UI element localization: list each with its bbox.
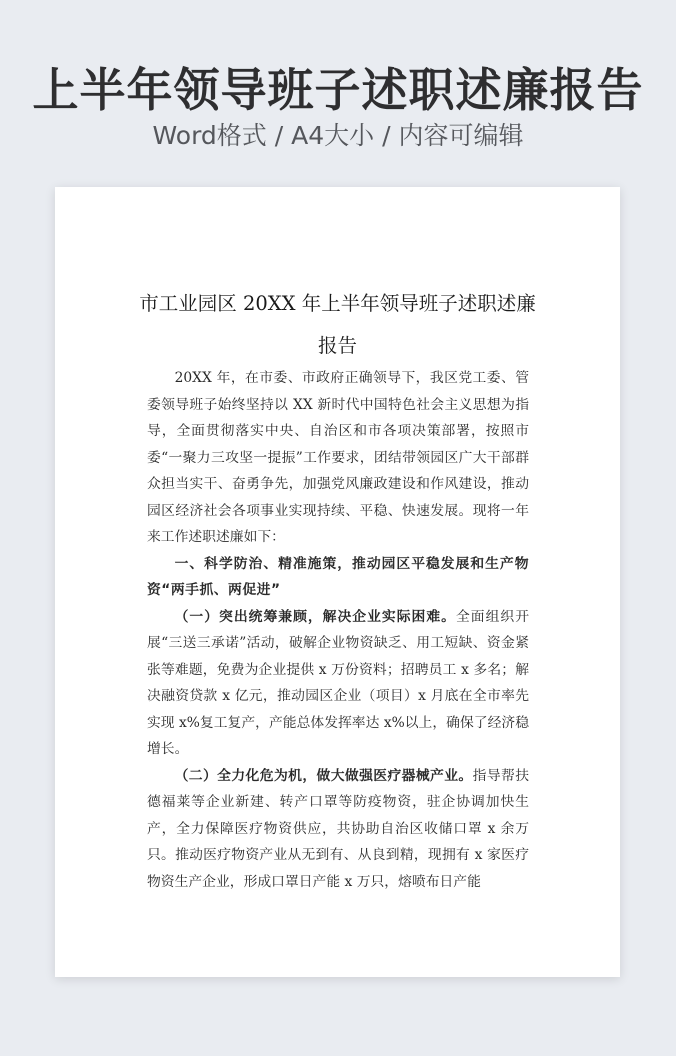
paragraph-2 (147, 763, 529, 896)
document-title: 市工业园区 20XX 年上半年领导班子述职述廉报告 (139, 292, 536, 357)
section-heading: 一、科学防治、精准施策，推动园区平稳发展和生产物资“两手抓、两促进” (147, 555, 529, 598)
banner-title: 上半年领导班子述职述廉报告 (32, 63, 644, 117)
paragraph-1-body: 全面组织开展“三送三承诺”活动，破解企业物资缺乏、用工短缺、资金紧张等难题，免费为企业提供 x 万份资料；招聘员工 x 多名；解决融资贷款 x 亿元，推动园区企业（项目）x 月底在全市率先实现 x%复工复产，产能总体发挥率达 x%以上，确保了经济稳增长。 (147, 608, 530, 757)
document-page (55, 187, 620, 977)
paragraph-2-body: 指导帮扶德福莱等企业新建、转产口罩等防疫物资，驻企协调加快生产，全力保障医疗物资供应，共协助自治区收储口罩 x 余万只。推动医疗物资产业从无到有、从良到精，现拥有 x 家医疗物资生产企业，形成口罩日产能 x 万只，熔喷布日产能 (147, 767, 530, 890)
paragraph-1-lead: （一）突出统筹兼顾，解决企业实际困难。 (174, 608, 456, 625)
intro-paragraph: 20XX 年，在市委、市政府正确领导下，我区党工委、管委领导班子始终坚持以 XX 新时代中国特色社会主义思想为指导，全面贯彻落实中央、自治区和市各项决策部署，按照市委“一聚力三攻坚一提振”工作要求，团结带领园区广大干部群众担当实干、奋勇争先，加强党风廉政建设和作风建设，推动园区经济社会各项事业实现持续、平稳、快速发展。现将一年来工作述职述廉如下： (147, 370, 529, 545)
banner-subtitle: Word格式 / A4大小 / 内容可编辑 (152, 121, 524, 150)
document-body (147, 365, 529, 895)
paragraph-2-lead: （二）全力化危为机，做大做强医疗器械产业。 (174, 767, 473, 784)
paragraph-1 (147, 604, 529, 763)
